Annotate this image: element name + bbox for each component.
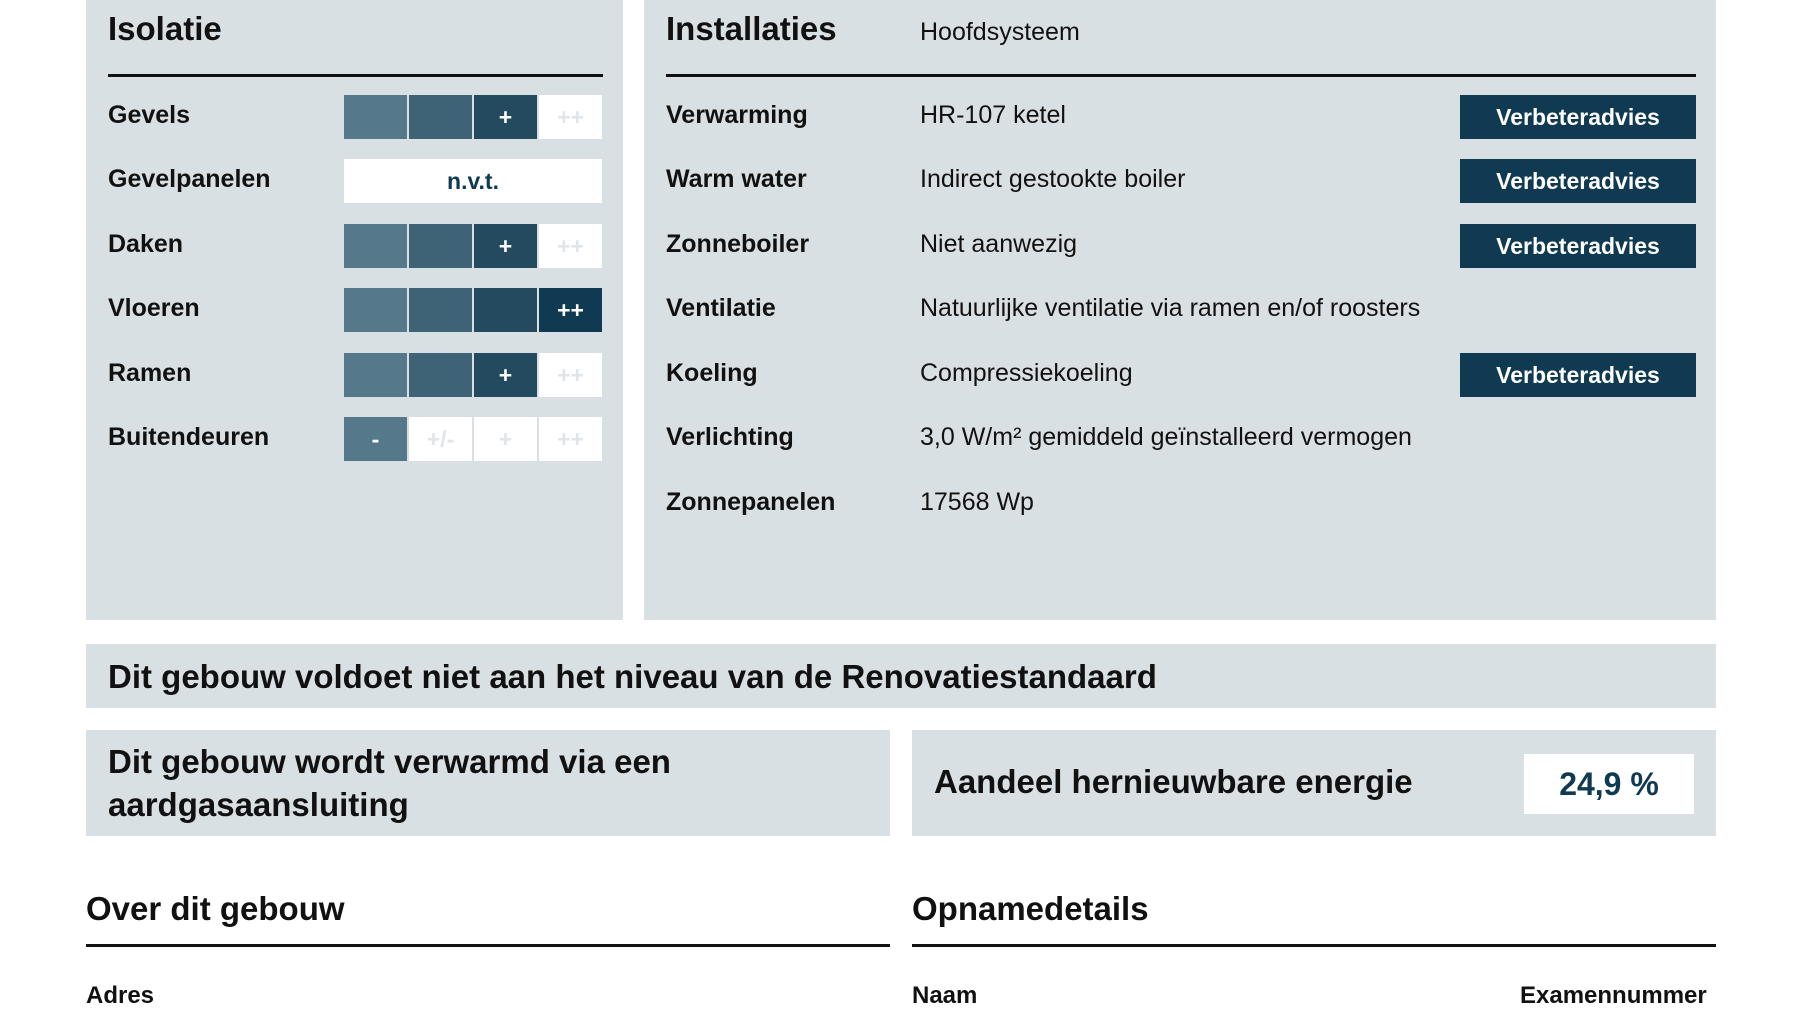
- installatie-label: Zonneboiler: [666, 230, 810, 258]
- installatie-row-koeling: [666, 353, 1696, 397]
- not-applicable-badge: n.v.t.: [344, 159, 602, 203]
- rating-segment: [344, 353, 407, 397]
- installatie-label: Verwarming: [666, 101, 808, 129]
- rating-segment-active: ++: [539, 288, 602, 332]
- installatie-row-verwarming: [666, 95, 1696, 139]
- column-header: Hoofdsysteem: [920, 18, 1080, 46]
- rating-bar: [344, 288, 602, 332]
- installatie-label: Warm water: [666, 165, 807, 193]
- installatie-value: 17568 Wp: [920, 488, 1034, 516]
- rating-segment: [344, 288, 407, 332]
- renovation-standard-banner: [86, 644, 1716, 708]
- rating-segment: [344, 224, 407, 268]
- rating-segment: ++: [539, 224, 602, 268]
- rating-segment-active: -: [344, 417, 407, 461]
- renewable-energy-box: [912, 730, 1716, 836]
- renewable-energy-label: Aandeel hernieuwbare energie: [934, 763, 1413, 800]
- verbeteradvies-button[interactable]: Verbeteradvies: [1460, 224, 1696, 268]
- installatie-row-zonneboiler: [666, 224, 1696, 268]
- isolatie-row-daken: [108, 224, 601, 268]
- heating-note-box: [86, 730, 890, 836]
- isolatie-label: Gevelpanelen: [108, 165, 271, 193]
- renewable-energy-value: 24,9 %: [1524, 754, 1694, 814]
- rating-segment: [409, 224, 472, 268]
- installatie-row-zonnepanelen: [666, 482, 1696, 526]
- installaties-divider: [666, 74, 1696, 77]
- rating-segment: [409, 288, 472, 332]
- rating-segment: [344, 95, 407, 139]
- isolatie-label: Gevels: [108, 101, 191, 129]
- section-title-over-gebouw: Over dit gebouw: [86, 890, 345, 927]
- renovation-standard-text: Dit gebouw voldoet niet aan het niveau van de Renovatiestandaard: [108, 658, 1157, 695]
- rating-segment: ++: [539, 353, 602, 397]
- installatie-row-ventilatie: [666, 288, 1696, 332]
- verbeteradvies-button[interactable]: Verbeteradvies: [1460, 353, 1696, 397]
- installatie-row-warm-water: [666, 159, 1696, 203]
- section-divider: [912, 944, 1716, 947]
- field-label-adres: Adres: [86, 982, 155, 1009]
- installatie-value: Indirect gestookte boiler: [920, 165, 1186, 193]
- rating-segment: +/-: [409, 417, 472, 461]
- rating-segment-active: +: [474, 353, 537, 397]
- field-label-examennummer: Examennummer: [1520, 982, 1707, 1009]
- rating-bar: [344, 95, 602, 139]
- rating-segment: [409, 95, 472, 139]
- installatie-label: Zonnepanelen: [666, 488, 836, 516]
- rating-bar: [344, 417, 602, 461]
- rating-segment: ++: [539, 417, 602, 461]
- rating-segment-active: +: [474, 95, 537, 139]
- installatie-value: Compressiekoeling: [920, 359, 1133, 387]
- isolatie-label: Vloeren: [108, 294, 200, 322]
- isolatie-row-buitendeuren: [108, 417, 601, 461]
- section-title-opnamedetails: Opnamedetails: [912, 890, 1149, 927]
- rating-bar: [344, 353, 602, 397]
- rating-segment: ++: [539, 95, 602, 139]
- isolatie-row-ramen: [108, 353, 601, 397]
- rating-segment: +: [474, 417, 537, 461]
- rating-bar: [344, 224, 602, 268]
- installatie-label: Koeling: [666, 359, 758, 387]
- installaties-title: Installaties: [666, 10, 837, 47]
- installatie-row-verlichting: [666, 417, 1696, 461]
- installatie-value: HR-107 ketel: [920, 101, 1066, 129]
- rating-segment: [409, 353, 472, 397]
- isolatie-title: Isolatie: [108, 10, 222, 47]
- installatie-value: Natuurlijke ventilatie via ramen en/of roosters: [920, 294, 1421, 322]
- isolatie-row-gevelpanelen: [108, 159, 601, 203]
- verbeteradvies-button[interactable]: Verbeteradvies: [1460, 95, 1696, 139]
- section-divider: [86, 944, 890, 947]
- installatie-label: Ventilatie: [666, 294, 776, 322]
- verbeteradvies-button[interactable]: Verbeteradvies: [1460, 159, 1696, 203]
- installatie-value: Niet aanwezig: [920, 230, 1078, 258]
- rating-segment-active: +: [474, 224, 537, 268]
- installaties-panel: [644, 0, 1716, 620]
- heating-note-text: Dit gebouw wordt verwarmd via een aardgasaansluiting: [108, 743, 671, 823]
- isolatie-panel: [86, 0, 623, 620]
- isolatie-label: Daken: [108, 230, 184, 258]
- rating-segment: [474, 288, 537, 332]
- isolatie-row-vloeren: [108, 288, 601, 332]
- installatie-label: Verlichting: [666, 423, 794, 451]
- field-label-naam: Naam: [912, 982, 978, 1009]
- isolatie-label: Buitendeuren: [108, 423, 270, 451]
- isolatie-divider: [108, 74, 603, 77]
- installatie-value: 3,0 W/m² gemiddeld geïnstalleerd vermogen: [920, 423, 1412, 451]
- isolatie-row-gevels: [108, 95, 601, 139]
- isolatie-label: Ramen: [108, 359, 192, 387]
